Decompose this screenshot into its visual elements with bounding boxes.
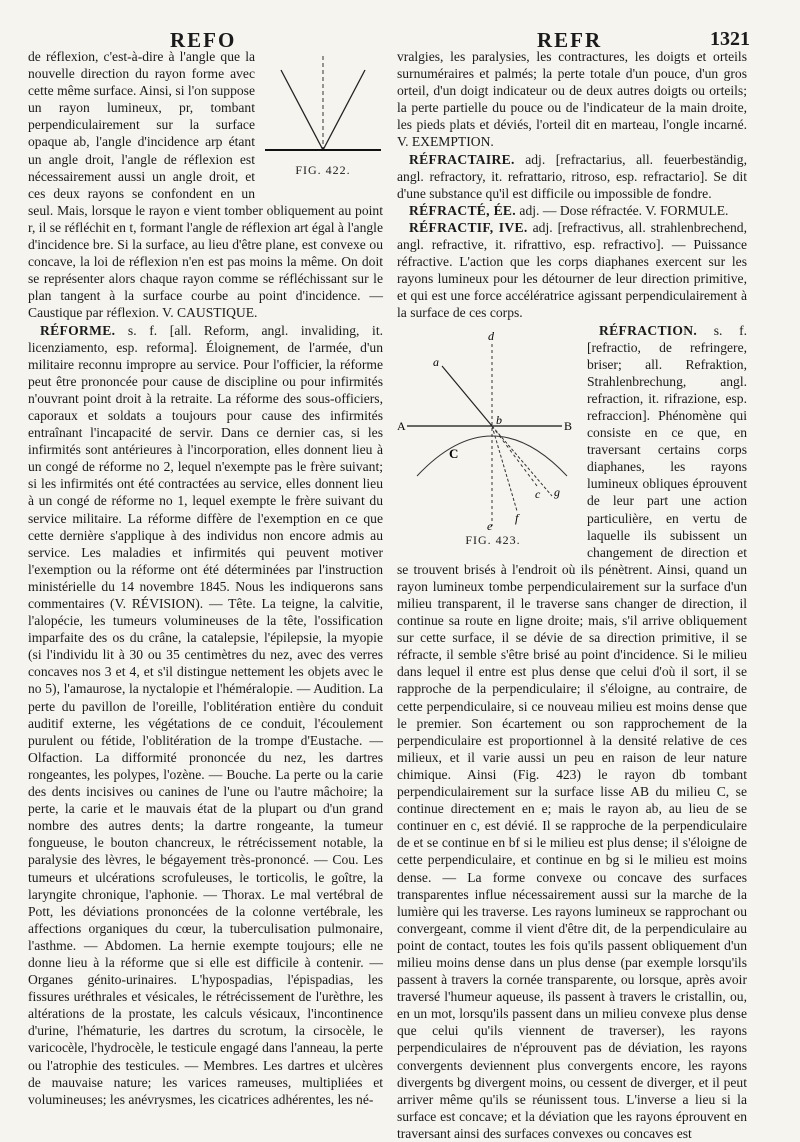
fig423-label-d: d	[488, 329, 495, 343]
running-head-left: REFO	[170, 28, 236, 53]
entry-refraction-text: s. f. [refractio, de refringere, briser; all. Refraktion, Strahlenbrechung, angl. refraction, it. rifrazione, esp. refraccion]. Phénomène qui consiste en ce que, en traversant certains corps diaphanes, les rayons lumineux obliques éprouvent de leur part une action particulière, en vertu de laquelle ils subissent un changement de direction et se trouvent brisés à l'endroit où ils pénètrent. Ainsi, quand un rayon lumineux tombe perpendiculairement sur la surface d'un milieu transparent, il le traverse sans changer de direction, il continue sa route en ligne droite; mais, s'il arrive obliquement sur cette surface, il se dévie de sa direction primitive, il se réfracte, il semble s'être brisé au point d'incidence. Si le milieu dans lequel il entre est plus dense que celui d'où il sort, il se rapproche de la perpendiculaire; il s'éloigne, au contraire, de cette perpendiculaire, si ce nouveau milieu est moins dense que le premier. Son écartement ou son rapprochement de la perpendiculaire est proportionnel à la densité relative de ces milieux, et il varie aussi un peu en raison de leur nature chimique. Ainsi (Fig. 423) le rayon db tombant perpendiculairement sur la surface lisse AB du milieu C, se continue directement en e; mais le rayon ab, au lieu de se continuer en c, est dévié. Il se rapproche de la perpendiculaire de et se continue en bf si le milieu est plus dense; il s'éloigne de cette perpendiculaire, et continue en bg si le milieu est moins dense. — La forme convexe ou concave des surfaces transparentes influe nécessairement aussi sur la marche de la lumière qui les traverse. Les rayons lumineux se rapprochant ou convergeant, comme il vient d'être dit, de la perpendiculaire au point de contact, toutes les fois qu'ils passent obliquement d'un milieu moins dense dans un plus dense (par exemple lorsqu'ils passent à travers la cornée transparente, ou lorsque, après avoir traversé l'humeur aqueuse, ils passent à travers le cristallin, ou, en un mot, lorsqu'ils passent dans un milieu convexe plus dense que celui qu'ils viennent de traverser), les rayons perpendiculaires de n'éprouvent pas de déviation, les rayons convergents deviennent plus convergents encore, les rayons divergents bg divergent moins, ou cessent de diverger, et il peut arriver même qu'ils se réunissent tous. L'inverse a lieu si la surface est concave; et la déviation que les rayons éprouvent en traversant ainsi des surfaces convexes ou concaves est	[397, 323, 747, 1141]
figure-422	[263, 50, 383, 182]
page-number: 1321	[710, 28, 750, 51]
fig423-label-b: b	[496, 413, 502, 427]
headword-refracte: RÉFRACTÉ, ÉE.	[409, 203, 516, 218]
fig423-label-A: A	[397, 419, 406, 433]
headword-refraction: RÉFRACTION.	[599, 323, 697, 338]
fig423-label-a: a	[433, 355, 439, 369]
entry-reforme	[28, 322, 383, 1108]
fig423-label-C: C	[449, 446, 458, 461]
headword-refractaire: RÉFRACTAIRE.	[409, 152, 515, 167]
headword-refractif: RÉFRACTIF, IVE.	[409, 220, 528, 235]
headword-reforme: RÉFORME.	[40, 323, 115, 338]
figure-422-caption: FIG. 422.	[263, 162, 383, 179]
figure-423	[397, 326, 577, 550]
left-column	[28, 48, 383, 1122]
fig423-label-f: f	[515, 511, 520, 525]
entry-refractif-text: adj. [refractivus, all. strahlenbrechend, angl. refractive, it. rifrattivo, esp. refractivo]. — Puissance réfractive. L'action que les corps diaphanes exercent sur les rayons lumineux pour les détourner de leur direction primitive, et qui est une force accélératrice agissant perpendiculairement à la surface de ces corps.	[397, 220, 747, 320]
right-column	[397, 48, 747, 1122]
fig423-label-g: g	[554, 485, 560, 499]
entry-reforme-text: s. f. [all. Reform, angl. invaliding, it. licenziamento, esp. reforma]. Éloignement, de l'armée, d'un militaire reconnu impropre au service. Pour l'officier, la réforme peut être prononcée pour cause de discipline ou pour infirmités n'ouvrant point droit à la retraite. La réforme des sous-officiers, caporaux et soldats a toujours pour cause des infirmités entraînant l'incapacité de servir. Dans ce dernier cas, si les infirmités sont antérieures à l'incorporation, elles donnent lieu à un congé de réforme no 2, lequel n'exempte pas le frère suivant; si les infirmités ont été contractées au service, elles donnent lieu à un congé de réforme no 1, lequel exempte le frère suivant du service militaire. La réforme diffère de l'exemption en ce que cette dernière s'applique à des individus non encore admis au service. Les maladies et infirmités qui peuvent motiver l'exemption ou la réforme ont été déterminées par l'instruction ministérielle du 14 novembre 1845. Nous les indiquerons sans commentaires (V. RÉVISION). — Tête. La teigne, la calvitie, l'alopécie, les tumeurs volumineuses de la tête, l'ossification imparfaite des os du crâne, la catalepsie, l'épilepsie, la myopie (si l'individu lit à 30 ou 35 centimètres du nez, avec des verres concaves nos 3 et 4, et s'il distingue nettement les objets avec le no 5), l'amaurose, la nyctalopie et l'héméralopie. — Audition. La perte du pavillon de l'oreille, l'oblitération entière du conduit auditif externe, les végétations de ce conduit, l'écoulement purulent ou fétide, l'oblitération de la trompe d'Eustache. — Olfaction. La difformité prononcée du nez, les dartres rongeantes, les polypes, l'ozène. — Bouche. La perte ou la carie des dents incisives ou canines de l'une ou l'autre mâchoire; la perte, la carie et le mauvais état de la plupart ou d'un grand nombre des autres dents; la dartre rongeante, la tumeur fongueuse, le bouton chancreux, le rétrécissement notable, la paralysie des lèvres, le bégayement très-prononcé. — Cou. Les tumeurs et ulcérations scrofuleuses, le torticolis, le goître, la laryngite chronique, l'aphonie. — Thorax. Le mal vertébral de Pott, les déviations prononcées de la colonne vertébrale, les affections organiques du cœur, la tuberculisation pulmonaire, l'asthme. — Abdomen. La hernie exempte toujours; elle ne donne lieu à la réforme que si elle est difficile à contenir. — Organes génito-urinaires. L'hypospadias, l'épispadias, les fissures uréthrales et vésicales, le rétrécissement de l'urèthre, les altérations de la prostate, les calculs vésicaux, l'incontinence d'urine, l'hématurie, les dartres du scrotum, la cirsocèle, le varicocèle, l'hydrocèle, le testicule engagé dans l'anneau, la perte ou l'atrophie des testicules. — Membres. Les dartres et ulcères de mauvaise nature; les varices rameuses, multipliées et volumineuses; les anévrysmes, les cicatrices adhérentes, les né-	[28, 323, 383, 1107]
figure-423-caption: FIG. 423.	[397, 532, 577, 549]
entry-refracte	[397, 202, 747, 219]
entry-refractaire	[397, 151, 747, 202]
reflexion-text: de réflexion, c'est-à-dire à l'angle que la nouvelle direction du rayon forme avec cette même surface. Ainsi, si l'on suppose un rayon lumineux, pr, tombant perpendiculairement sur la surface opaque ab, l'angle d'incidence arp étant un angle droit, l'angle de réflexion est nécessairement aussi un angle droit, et ces deux rayons se confondent en un seul. Mais, lorsque le rayon e vient tomber obliquement au point r, il se réfléchit en t, formant l'angle de réflexion art égal à l'angle d'incidence bre. Si la surface, au lieu d'être plane, est convexe ou concave, la loi de réflexion n'en est pas moins la même. On doit se représenter alors chaque rayon comme se réfléchissant sur le plan tangent à la surface courbe au point d'incidence. — Caustique par réflexion. V. CAUSTIQUE.	[28, 48, 383, 322]
entry-refracte-text: adj. — Dose réfractée. V. FORMULE.	[519, 203, 728, 218]
reflection-diagram	[263, 50, 383, 162]
entry-refractaire-text: adj. [refractarius, all. feuerbeständig, angl. refractory, it. refrattario, ritroso, esp. refractario]. Se dit d'une substance qu'il est difficile ou impossible de fondre.	[397, 152, 747, 201]
fig423-label-B: B	[564, 419, 572, 433]
refraction-diagram	[397, 326, 577, 532]
entry-refractif	[397, 219, 747, 322]
continued-text: vralgies, les paralysies, les contractures, les doigts et orteils surnuméraires et palmés; la perte totale d'un pouce, d'un gros orteil, d'un doigt indicateur ou de deux autres doigts ou orteils; la perte partielle du pouce ou de l'indicateur de la main droite, les pieds plats et déviés, l'orteil dit en marteau, l'ongle incarné. V. EXEMPTION.	[397, 48, 747, 151]
fig423-label-c: c	[535, 487, 541, 501]
fig423-label-e: e	[487, 519, 493, 533]
running-head-center: REFR	[537, 28, 602, 53]
entry-refraction	[397, 322, 747, 1142]
